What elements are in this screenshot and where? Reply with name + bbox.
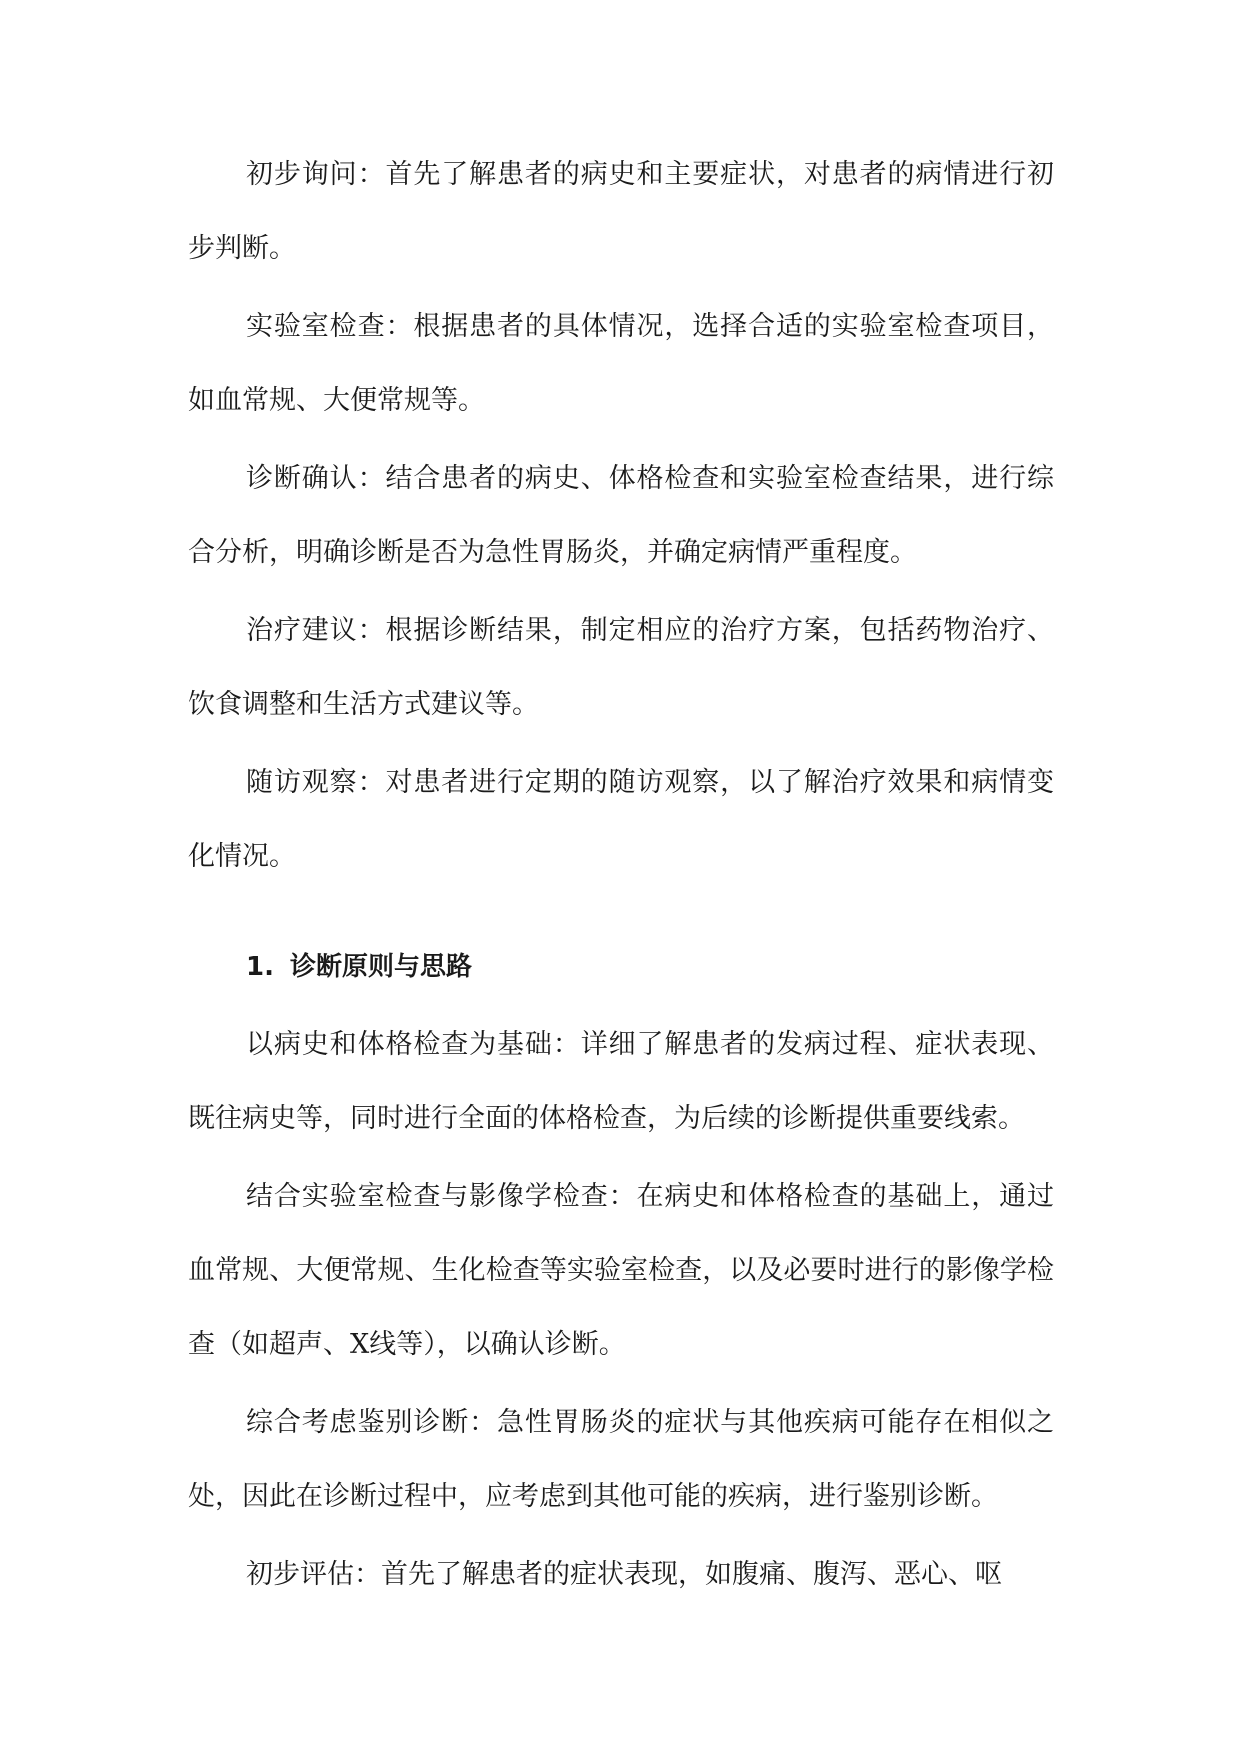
paragraph-initial-assessment: 初步评估：首先了解患者的症状表现，如腹痛、腹泻、恶心、呕 xyxy=(246,1559,1002,1590)
section-number: 1. xyxy=(246,952,274,982)
paragraph-initial-inquiry: 初步询问：首先了解患者的病史和主要症状，对患者的病情进行初步判断。 xyxy=(188,159,1054,264)
section-title: 诊断原则与思路 xyxy=(290,952,473,982)
paragraph-differential-diagnosis: 综合考虑鉴别诊断：急性胃肠炎的症状与其他疾病可能存在相似之处，因此在诊断过程中，应考虑到其他可能的疾病，进行鉴别诊断。 xyxy=(188,1407,1054,1512)
paragraph-follow-up: 随访观察：对患者进行定期的随访观察，以了解治疗效果和病情变化情况。 xyxy=(188,767,1054,872)
paragraph-lab-imaging: 结合实验室检查与影像学检查：在病史和体格检查的基础上，通过血常规、大便常规、生化检查等实验室检查，以及必要时进行的影像学检查（如超声、X线等），以确认诊断。 xyxy=(188,1181,1054,1360)
document-body xyxy=(188,138,1054,1616)
section-heading xyxy=(188,930,1054,1004)
paragraph-diagnosis-confirmation: 诊断确认：结合患者的病史、体格检查和实验室检查结果，进行综合分析，明确诊断是否为急性胃肠炎，并确定病情严重程度。 xyxy=(188,463,1054,568)
paragraph-history-exam-basis: 以病史和体格检查为基础：详细了解患者的发病过程、症状表现、既往病史等，同时进行全面的体格检查，为后续的诊断提供重要线索。 xyxy=(188,1029,1054,1134)
paragraph-lab-tests: 实验室检查：根据患者的具体情况，选择合适的实验室检查项目，如血常规、大便常规等。 xyxy=(188,311,1054,416)
paragraph-treatment-advice: 治疗建议：根据诊断结果，制定相应的治疗方案，包括药物治疗、饮食调整和生活方式建议等。 xyxy=(188,615,1054,720)
